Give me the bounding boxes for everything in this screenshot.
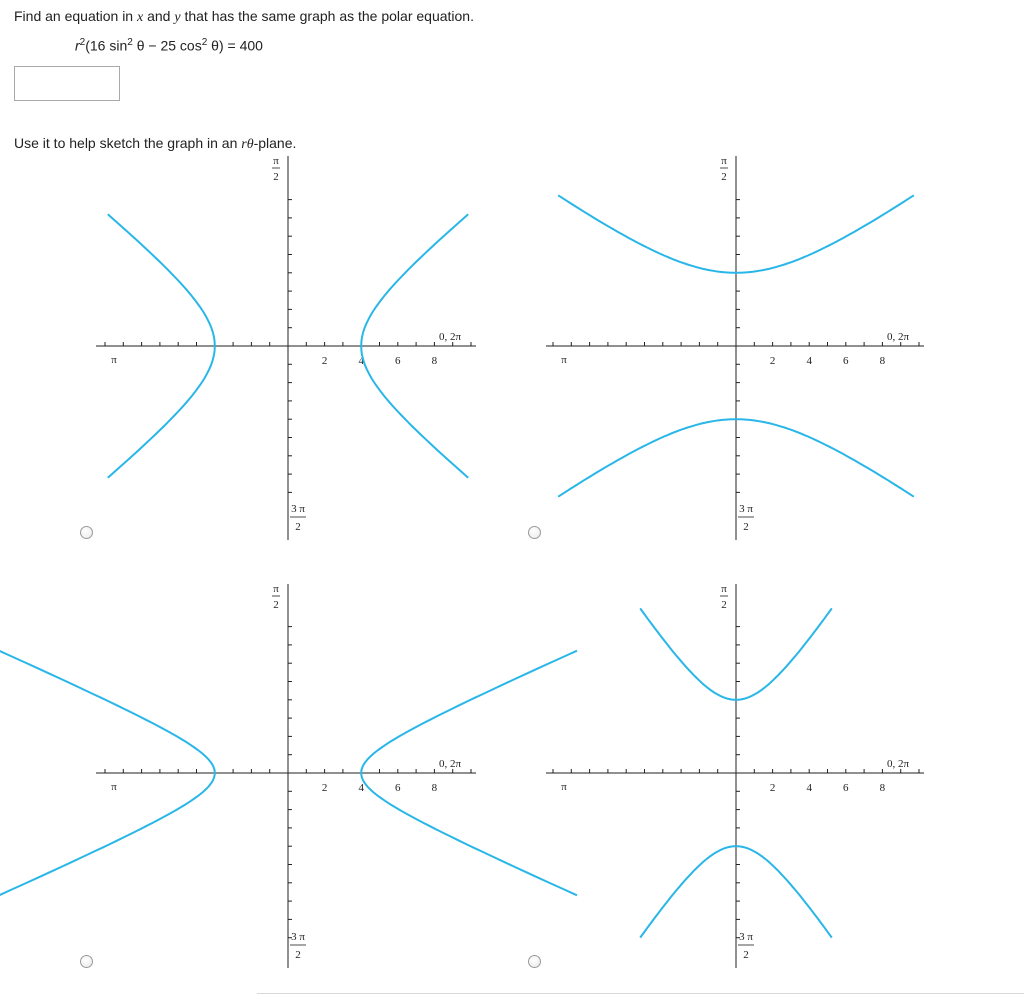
pi-over-2-num: π [721, 155, 727, 167]
pi-over-2-den: 2 [721, 171, 727, 183]
pi-over-2-num: π [273, 155, 279, 167]
x-tick-label: 8 [431, 355, 438, 367]
x-tick-label: 8 [879, 782, 886, 794]
pi-over-2-den: 2 [273, 171, 279, 183]
eq-r: r [75, 37, 80, 54]
pi-over-2-den: 2 [273, 599, 279, 611]
x-tick-label: 6 [843, 782, 849, 794]
sketch-var: rθ [241, 137, 254, 152]
x-tick-label: 2 [321, 782, 328, 794]
three-pi-over-2-num: 3 π [739, 503, 753, 515]
radio-option-b[interactable] [528, 526, 541, 539]
x-tick-label: 2 [769, 782, 776, 794]
pi-label: π [561, 354, 567, 366]
x-tick-label: 4 [806, 355, 812, 367]
eq-exp-cos: 2 [201, 37, 208, 48]
x-tick-label: 4 [806, 782, 812, 794]
zero-two-pi-label: 0, 2π [886, 758, 910, 770]
three-pi-over-2-num: 3 π [739, 931, 753, 943]
radio-option-a[interactable] [80, 526, 93, 539]
question-part2: and [143, 8, 175, 24]
pi-label: π [111, 354, 117, 366]
three-pi-over-2-num: 3 π [291, 503, 305, 515]
x-tick-label: 6 [395, 782, 401, 794]
eq-mid: θ − 25 cos [132, 37, 202, 54]
x-tick-label: 2 [769, 355, 776, 367]
sketch-part1: Use it to help sketch the graph in an [14, 135, 242, 151]
three-pi-over-2-den: 2 [295, 949, 301, 961]
three-pi-over-2-den: 2 [743, 949, 749, 961]
x-tick-label: 8 [879, 355, 886, 367]
zero-two-pi-label: 0, 2π [438, 331, 462, 343]
eq-open: (16 sin [85, 37, 128, 54]
footer-divider [257, 993, 1024, 994]
eq-exp: 2 [79, 37, 86, 48]
var-y: y [174, 10, 181, 25]
x-tick-label: 4 [358, 355, 364, 367]
pi-label: π [111, 781, 117, 793]
pi-label: π [561, 781, 567, 793]
three-pi-over-2-den: 2 [295, 521, 301, 533]
var-x: x [136, 10, 144, 25]
x-tick-label: 6 [843, 355, 849, 367]
x-tick-label: 2 [321, 355, 328, 367]
x-tick-label: 6 [395, 355, 401, 367]
question-part1: Find an equation in [14, 8, 137, 24]
question-part3: that has the same graph as the polar equation. [180, 8, 474, 24]
sketch-part2: -plane. [253, 135, 297, 151]
radio-option-c[interactable] [80, 955, 93, 968]
radio-option-d[interactable] [528, 955, 541, 968]
pi-over-2-num: π [721, 583, 727, 595]
x-tick-label: 4 [358, 782, 364, 794]
zero-two-pi-label: 0, 2π [438, 758, 462, 770]
x-tick-label: 8 [431, 782, 438, 794]
eq-close: θ) = 400 [207, 37, 263, 54]
zero-two-pi-label: 0, 2π [886, 331, 910, 343]
three-pi-over-2-num: 3 π [291, 931, 305, 943]
pi-over-2-num: π [273, 583, 279, 595]
pi-over-2-den: 2 [721, 599, 727, 611]
eq-exp-sin: 2 [127, 37, 133, 48]
three-pi-over-2-den: 2 [743, 521, 749, 533]
